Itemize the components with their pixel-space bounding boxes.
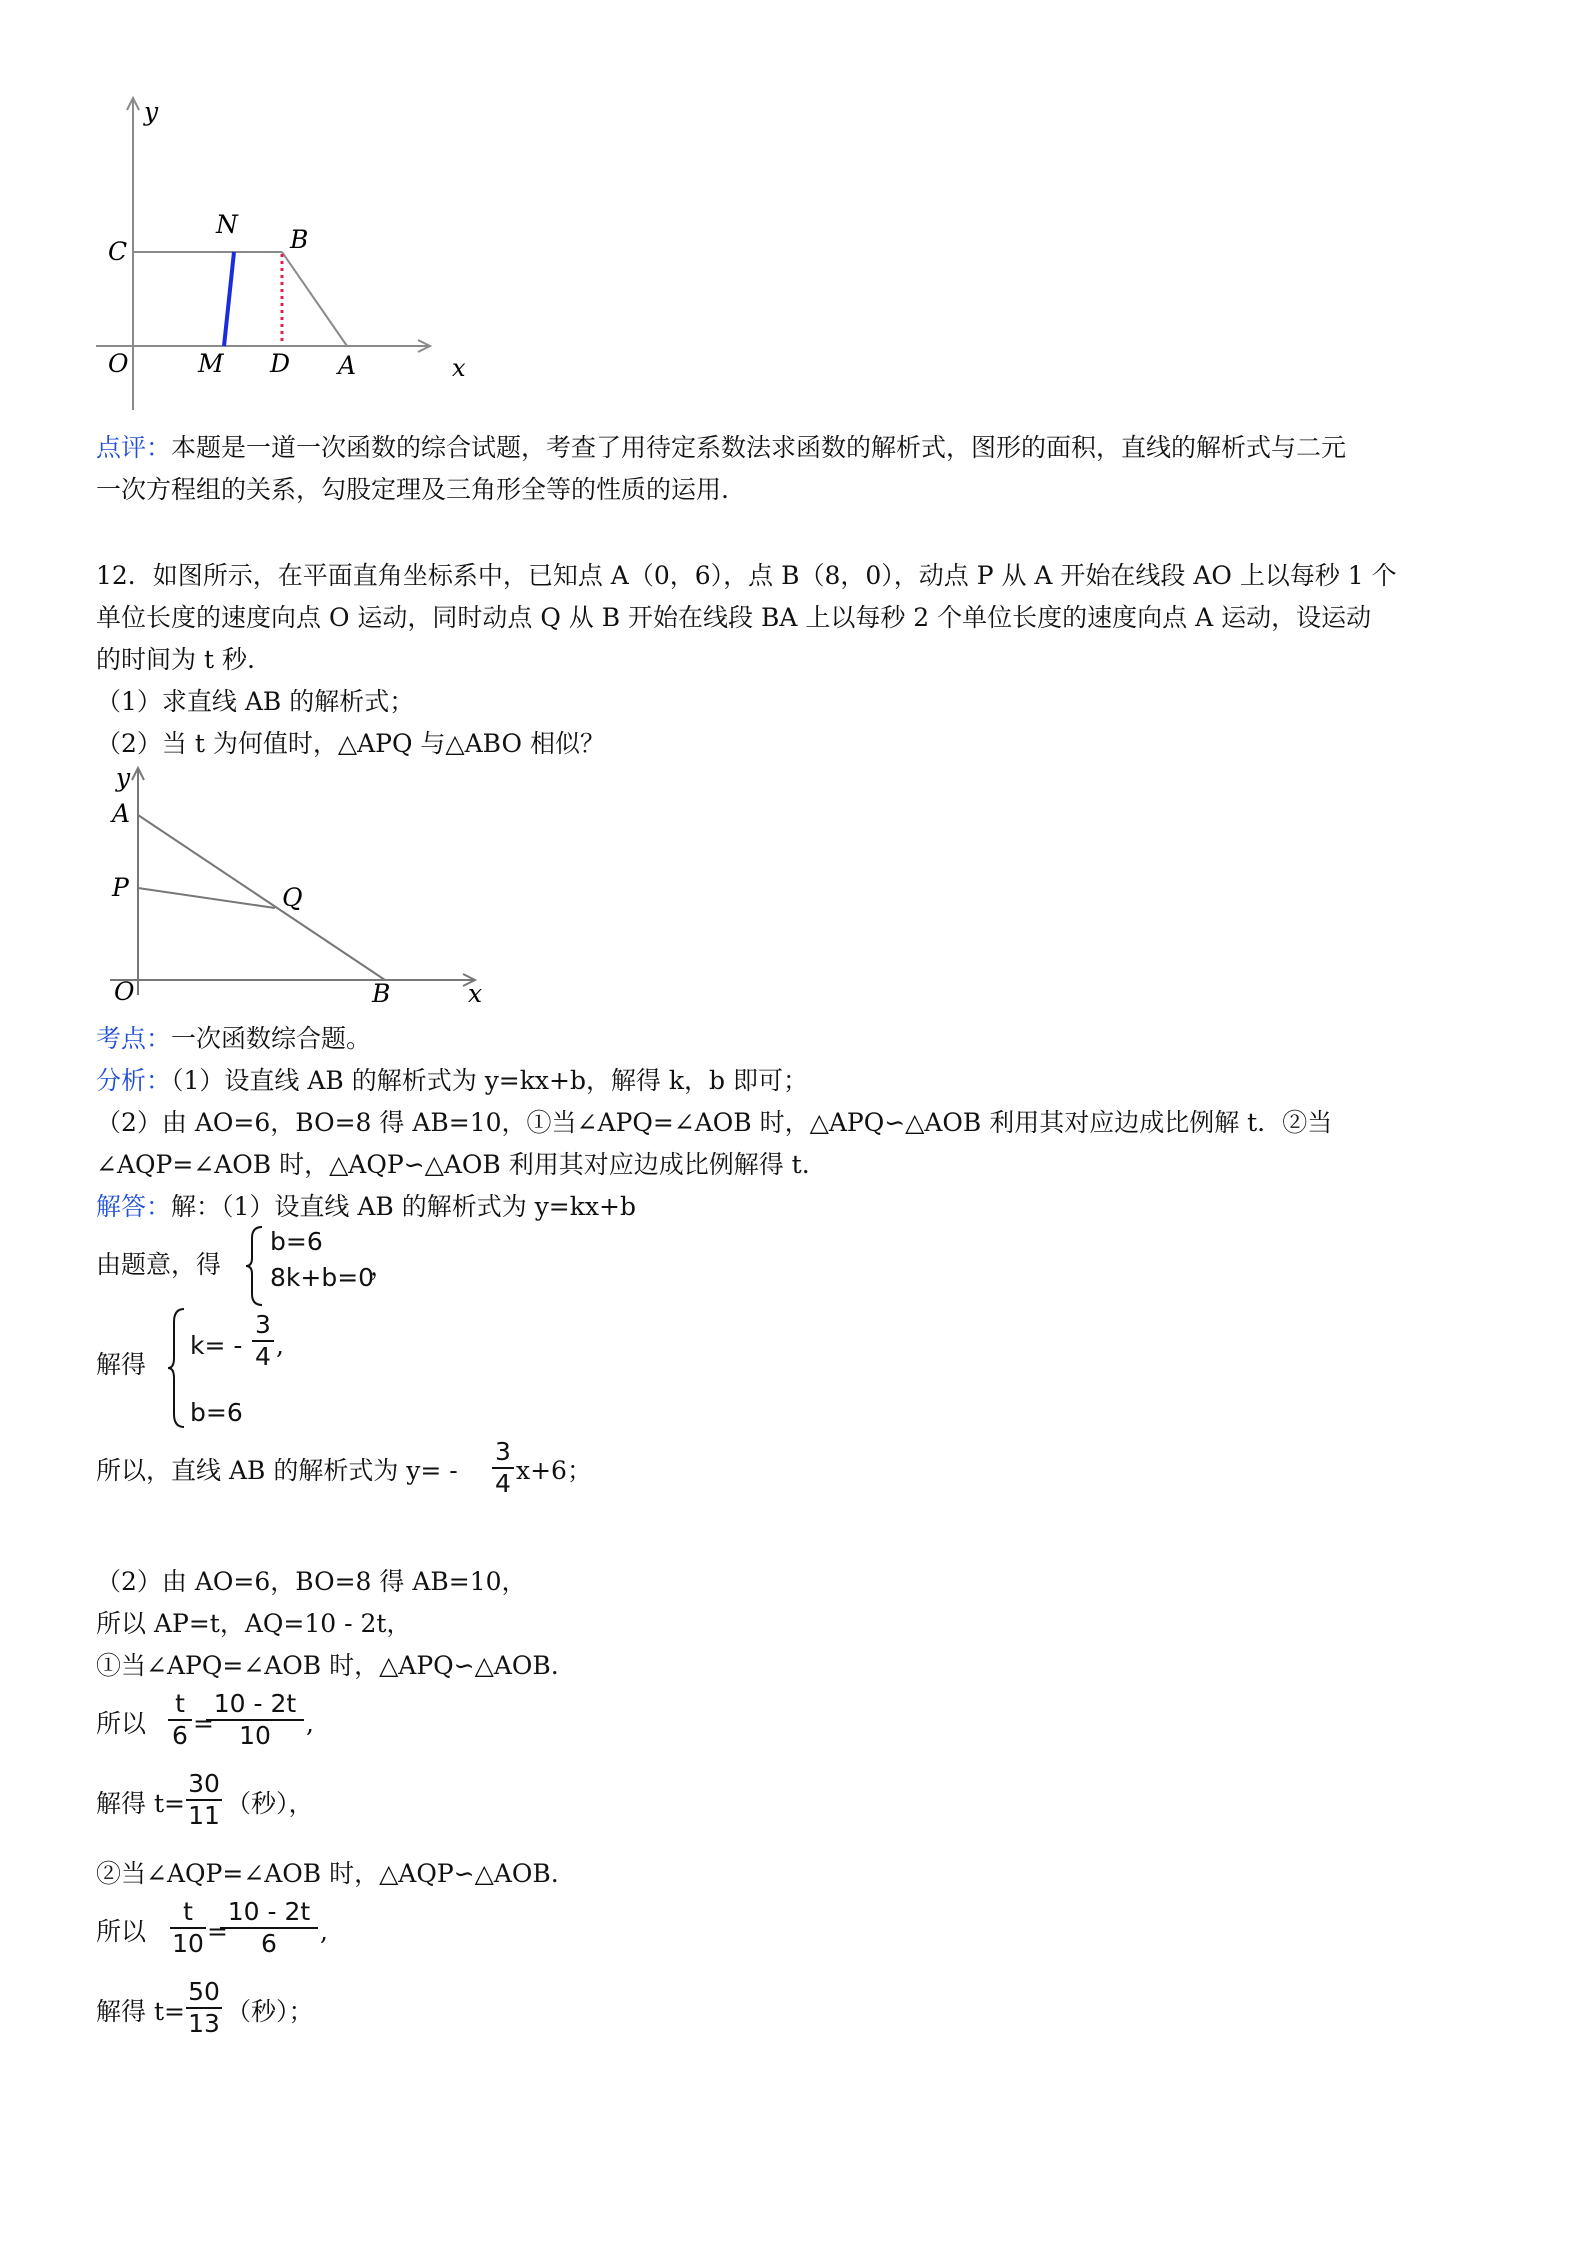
case-1-end: , — [306, 1709, 314, 1738]
case-2-frac-1 — [170, 1897, 206, 1959]
problem-question-2: （2）当 t 为何值时，△APQ 与△ABO 相似？ — [96, 729, 605, 758]
fig1-label-B: B — [290, 225, 309, 254]
fenxi-text-1: （1）设直线 AB 的解析式为 y=kx+b，解得 k，b 即可； — [171, 1066, 809, 1095]
fig1-label-N: N — [216, 210, 238, 239]
case-1-frac-2 — [206, 1689, 304, 1751]
fig2-label-Q: Q — [282, 883, 303, 912]
case-1-frac-1-den: 6 — [172, 1721, 188, 1750]
case-1-line: ①当∠APQ=∠AOB 时，△APQ∽△AOB. — [96, 1651, 559, 1680]
fenxi-label: 分析： — [96, 1066, 172, 1095]
case-2-frac-2 — [220, 1897, 318, 1959]
case-1-frac-1 — [168, 1689, 192, 1751]
suoyi-fraction — [492, 1437, 514, 1499]
case-1-answer — [186, 1769, 222, 1831]
problem-question-1: （1）求直线 AB 的解析式； — [96, 687, 415, 716]
case-1-frac-2-den: 10 — [239, 1721, 271, 1750]
fig2-segment-AB — [138, 815, 385, 980]
case-2-unit: （秒）； — [226, 1997, 314, 2026]
system-2-k-den: 4 — [255, 1342, 271, 1371]
fig2-label-O: O — [114, 977, 135, 1006]
problem-line-1: 12．如图所示，在平面直角坐标系中，已知点 A（0，6），点 B（8，0），动点 P 从 A 开始在线段 AO 上以每秒 1 个 — [96, 561, 1397, 590]
suoyi-post: x+6； — [516, 1456, 592, 1485]
case-2-frac-1-num: t — [170, 1897, 206, 1929]
fig1-label-M: M — [198, 349, 224, 378]
fig2-label-x: x — [468, 979, 483, 1008]
part2-line-1: （2）由 AO=6，BO=8 得 AB=10， — [96, 1567, 527, 1596]
system-2-b: b=6 — [190, 1398, 243, 1427]
case-2-jiede: 解得 t= — [96, 1997, 185, 2026]
case-2-eq: = — [207, 1917, 228, 1946]
fig1-label-A: A — [338, 351, 357, 380]
jiede-text: 解得 — [96, 1350, 147, 1379]
system-2-k: k= - — [190, 1331, 243, 1360]
figure-1 — [90, 88, 466, 418]
system-2-k-num: 3 — [252, 1310, 274, 1342]
tiyi-text: 由题意，得 — [96, 1250, 222, 1279]
fig2-label-P: P — [112, 873, 129, 902]
fig1-label-x: x — [452, 354, 466, 382]
case-1-unit: （秒）， — [226, 1789, 314, 1818]
review-label: 点评： — [96, 433, 172, 462]
case-2-answer-num: 50 — [186, 1977, 222, 2009]
case-1-frac-1-num: t — [168, 1689, 192, 1721]
case-2-frac-2-den: 6 — [261, 1929, 277, 1958]
case-2-end: , — [320, 1917, 328, 1946]
case-1-suoyi: 所以 — [96, 1709, 147, 1738]
case-1-eq: = — [193, 1709, 214, 1738]
fig1-segment-BA — [282, 252, 347, 346]
fig1-label-C: C — [108, 237, 128, 266]
case-2-line: ②当∠AQP=∠AOB 时，△AQP∽△AOB. — [96, 1859, 559, 1888]
fig2-label-y: y — [116, 763, 131, 792]
problem-line-3: 的时间为 t 秒. — [96, 645, 255, 674]
system-1-eq-1: b=6 — [270, 1227, 323, 1256]
review-text-1: 本题是一道一次函数的综合试题，考查了用待定系数法求函数的解析式，图形的面积，直线的解析式与二元 — [171, 433, 1347, 462]
jieda-label: 解答： — [96, 1192, 172, 1221]
system-2-k-end: , — [276, 1331, 284, 1360]
case-2-answer-den: 13 — [188, 2009, 220, 2038]
fig1-label-D: D — [270, 349, 291, 378]
part2-line-2: 所以 AP=t，AQ=10 - 2t， — [96, 1609, 412, 1638]
case-2-frac-1-den: 10 — [172, 1929, 204, 1958]
review-line-2: 一次方程组的关系，勾股定理及三角形全等的性质的运用. — [96, 475, 729, 504]
fig2-label-A: A — [112, 799, 131, 828]
case-2-suoyi: 所以 — [96, 1917, 147, 1946]
case-1-answer-num: 30 — [186, 1769, 222, 1801]
suoyi-num: 3 — [492, 1437, 514, 1469]
system-1-end: ， — [370, 1252, 396, 1281]
figure-2 — [100, 760, 500, 1010]
fig2-label-B: B — [372, 979, 391, 1008]
case-2-answer — [186, 1977, 222, 2039]
case-1-frac-2-num: 10 - 2t — [206, 1689, 304, 1721]
fig1-label-O: O — [108, 349, 129, 378]
case-1-answer-den: 11 — [188, 1801, 220, 1830]
kaodian-line — [96, 1024, 371, 1054]
fig2-segment-PQ — [138, 888, 275, 908]
suoyi-pre: 所以，直线 AB 的解析式为 y= - — [96, 1456, 458, 1485]
brace-2 — [166, 1306, 190, 1430]
fig1-segment-MN — [224, 252, 234, 346]
case-2-frac-2-num: 10 - 2t — [220, 1897, 318, 1929]
fig1-label-y: y — [144, 97, 159, 126]
fenxi-line-3: ∠AQP=∠AOB 时，△AQP∽△AOB 利用其对应边成比例解得 t. — [96, 1150, 810, 1179]
system-2-k-fraction — [252, 1310, 274, 1372]
fenxi-line-1 — [96, 1066, 808, 1096]
fenxi-line-2: （2）由 AO=6，BO=8 得 AB=10，①当∠APQ=∠AOB 时，△APQ∽△AOB 利用其对应边成比例解 t．②当 — [96, 1108, 1333, 1137]
suoyi-den: 4 — [495, 1469, 511, 1498]
jieda-line-1 — [96, 1192, 636, 1222]
kaodian-text: 一次函数综合题。 — [171, 1024, 372, 1053]
system-1 — [270, 1224, 374, 1296]
system-1-eq-2: 8k+b=0 — [270, 1263, 375, 1292]
kaodian-label: 考点： — [96, 1024, 172, 1053]
problem-line-2: 单位长度的速度向点 O 运动，同时动点 Q 从 B 开始在线段 BA 上以每秒 2 个单位长度的速度向点 A 运动，设运动 — [96, 603, 1372, 632]
review-line-1 — [96, 433, 1346, 463]
brace-1 — [244, 1224, 268, 1308]
case-1-jiede: 解得 t= — [96, 1789, 185, 1818]
jieda-text-1: 解：（1）设直线 AB 的解析式为 y=kx+b — [171, 1192, 636, 1221]
